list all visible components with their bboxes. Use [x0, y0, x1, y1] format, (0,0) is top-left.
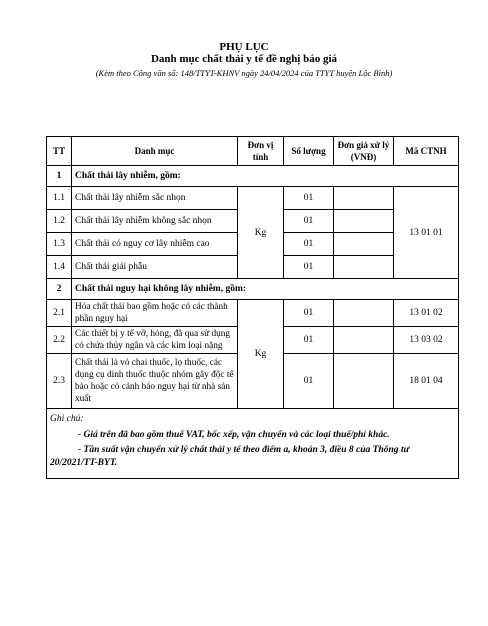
row-qty: 01	[284, 187, 334, 210]
row-item: Hóa chất thải bao gồm hoặc có các thành phần nguy hại	[72, 300, 238, 327]
row-price	[334, 233, 394, 256]
row-price	[334, 256, 394, 279]
document-subtitle: (Kèm theo Công văn số: 148/TTYT-KHNV ngày 24/04/2024 của TTYT huyện Lộc Bình)	[95, 68, 393, 78]
section-row	[47, 279, 459, 300]
row-tt: 1.3	[47, 233, 72, 256]
notes-row	[47, 409, 459, 479]
row-code: 13 03 02	[394, 327, 459, 354]
row-qty: 01	[284, 210, 334, 233]
row-unit: Kg	[238, 187, 284, 279]
header-price: Đơn giá xử lý (VNĐ)	[334, 137, 394, 166]
notes-cell	[47, 409, 459, 479]
header-tt: TT	[47, 137, 72, 166]
row-tt: 1.1	[47, 187, 72, 210]
row-unit: Kg	[238, 300, 284, 409]
row-qty: 01	[284, 233, 334, 256]
table-header-row	[47, 137, 459, 166]
row-tt: 2.1	[47, 300, 72, 327]
row-code: 13 01 01	[394, 187, 459, 279]
row-item: Các thiết bị y tế vỡ, hỏng, đã qua sử dụng có chứa thủy ngân và các kim loại nặng	[72, 327, 238, 354]
header-code: Mã CTNH	[394, 137, 459, 166]
header-item: Danh mục	[72, 137, 238, 166]
row-qty: 01	[284, 300, 334, 327]
row-qty: 01	[284, 354, 334, 409]
appendix-title: PHỤ LỤC	[219, 41, 269, 53]
section-title: Chất thải lây nhiễm, gồm:	[72, 166, 459, 187]
row-price	[334, 187, 394, 210]
row-price	[334, 210, 394, 233]
row-item: Chất thải lây nhiễm sắc nhọn	[72, 187, 238, 210]
row-tt: 2.2	[47, 327, 72, 354]
section-number: 1	[47, 166, 72, 187]
row-item: Chất thải giải phẫu	[72, 256, 238, 279]
row-qty: 01	[284, 327, 334, 354]
row-tt: 1.2	[47, 210, 72, 233]
note-line-2: - Tần suất vận chuyển xử lý chất thải y tế theo điểm a, khoản 3, điều 8 của Thông tư 20/2021/TT-BYT.	[50, 445, 410, 468]
header-qty: Số lượng	[284, 137, 334, 166]
table-row	[47, 300, 459, 327]
note-line-1: - Giá trên đã bao gồm thuế VAT, bốc xếp, vận chuyển và các loại thuế/phí khác.	[78, 430, 390, 440]
row-tt: 1.4	[47, 256, 72, 279]
row-price	[334, 327, 394, 354]
row-tt: 2.3	[47, 354, 72, 409]
row-qty: 01	[284, 256, 334, 279]
section-row	[47, 166, 459, 187]
row-item: Chất thải lây nhiễm không sắc nhọn	[72, 210, 238, 233]
row-code: 13 01 02	[394, 300, 459, 327]
row-price	[334, 354, 394, 409]
row-item: Chất thải có nguy cơ lây nhiễm cao	[72, 233, 238, 256]
row-price	[334, 300, 394, 327]
section-title: Chất thải nguy hại không lây nhiễm, gồm:	[72, 279, 459, 300]
notes-label: Ghi chú:	[50, 414, 84, 424]
row-item: Chất thải là vỏ chai thuốc, lọ thuốc, các dụng cụ dính thuốc thuộc nhóm gây độc tế bào hoặc có cảnh báo nguy hại từ nhà sản xuất	[72, 354, 238, 409]
row-code: 18 01 04	[394, 354, 459, 409]
waste-table	[46, 136, 459, 479]
table-row	[47, 187, 459, 210]
header-unit: Đơn vị tính	[238, 137, 284, 166]
section-number: 2	[47, 279, 72, 300]
document-title: Danh mục chất thải y tế đề nghị báo giá	[150, 53, 338, 65]
